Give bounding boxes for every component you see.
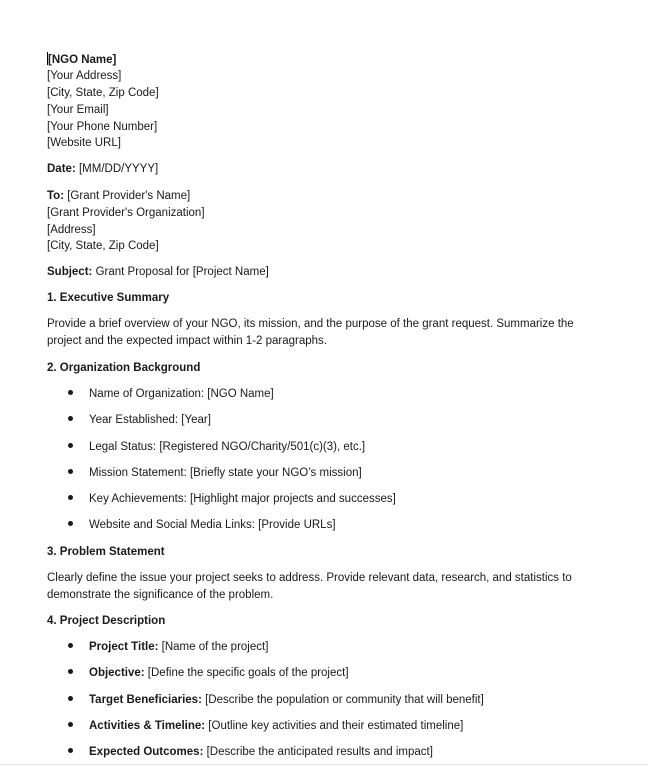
to-label: To: (47, 190, 65, 202)
list-item: Project Title: [Name of the project] (68, 640, 268, 654)
bullet-icon (68, 521, 73, 526)
website-line: [Website URL] (47, 137, 121, 149)
page-bottom-divider (0, 764, 648, 765)
date-label: Date: (47, 163, 76, 175)
recipient-name: [Grant Provider's Name] (67, 190, 191, 202)
ngo-name: [NGO Name] (48, 54, 117, 66)
list-item: Expected Outcomes: [Describe the anticipated results and impact] (68, 745, 433, 759)
list-item: Activities & Timeline: [Outline key activities and their estimated timeline] (68, 719, 463, 733)
list-item: Target Beneficiaries: [Describe the population or community that will benefit] (68, 693, 484, 707)
date-line (47, 162, 158, 176)
bullet-icon (68, 495, 73, 500)
executive-summary-body: Provide a brief overview of your NGO, its mission, and the purpose of the grant request. Summarize the project and the expected impact within 1-2 paragraphs. (47, 318, 574, 347)
bullet-icon (68, 390, 73, 395)
list-item: Name of Organization: [NGO Name] (68, 387, 274, 401)
date-value: [MM/DD/YYYY] (78, 163, 159, 175)
bullet-icon (68, 748, 73, 753)
list-item: Website and Social Media Links: [Provide URLs] (68, 518, 336, 532)
bullet-icon (68, 416, 73, 421)
subject-label: Subject: (47, 266, 93, 278)
recipient-address-line: [Address] (47, 224, 96, 236)
phone-line: [Your Phone Number] (47, 121, 158, 133)
address-line: [Your Address] (47, 70, 122, 82)
city-state-zip-line: [City, State, Zip Code] (47, 87, 159, 99)
bullet-icon (68, 696, 73, 701)
bullet-icon (68, 443, 73, 448)
recipient-name-line (47, 189, 190, 203)
problem-statement-body: Clearly define the issue your project seeks to address. Provide relevant data, research, and statistics to demonstrate the significance of the problem. (47, 572, 572, 601)
bullet-icon (68, 469, 73, 474)
bullet-icon (68, 669, 73, 674)
list-item: Year Established: [Year] (68, 413, 211, 427)
recipient-city-state-zip-line: [City, State, Zip Code] (47, 240, 159, 252)
section-heading-organization-background: 2. Organization Background (47, 362, 201, 374)
bullet-icon (68, 722, 73, 727)
list-item: Objective: [Define the specific goals of the project] (68, 666, 349, 680)
list-item: Key Achievements: [Highlight major projects and successes] (68, 492, 396, 506)
section-heading-executive-summary: 1. Executive Summary (47, 292, 170, 304)
recipient-organization-line: [Grant Provider's Organization] (47, 207, 205, 219)
list-item: Legal Status: [Registered NGO/Charity/501(c)(3), etc.] (68, 440, 365, 454)
email-line: [Your Email] (47, 104, 109, 116)
section-heading-project-description: 4. Project Description (47, 615, 166, 627)
subject-line (47, 265, 269, 279)
subject-value: Grant Proposal for [Project Name] (95, 266, 269, 278)
ngo-name-line[interactable] (47, 52, 116, 66)
bullet-icon (68, 643, 73, 648)
section-heading-problem-statement: 3. Problem Statement (47, 546, 165, 558)
list-item: Mission Statement: [Briefly state your NGO’s mission] (68, 466, 362, 480)
